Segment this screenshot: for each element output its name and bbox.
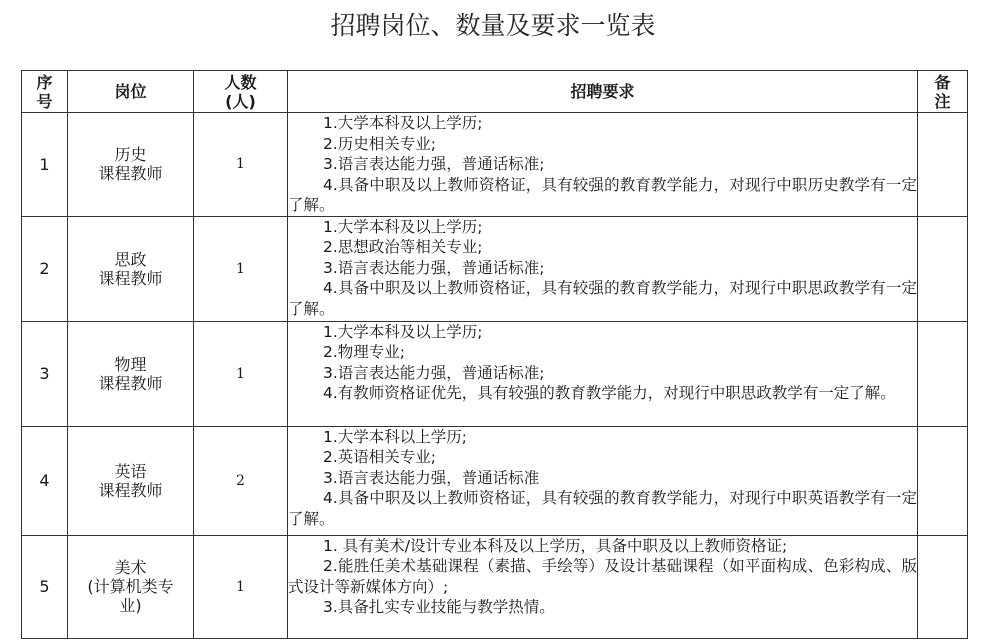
row-seq: 1 (22, 113, 68, 217)
position-line: 课程教师 (98, 373, 163, 393)
requirement-line: 3.具备扎实专业技能与教学热情。 (323, 598, 555, 616)
recruitment-table (21, 70, 968, 639)
header-seq (22, 71, 68, 113)
requirement-line: 1.大学本科及以上学历; (323, 322, 483, 341)
requirement-line: 1.大学本科及以上学历; (323, 114, 483, 132)
row-requirements (288, 321, 918, 426)
row-notes (918, 426, 968, 535)
position-line: 课程教师 (98, 268, 163, 288)
position-line: 业) (119, 596, 142, 615)
table-row (22, 216, 968, 321)
row-requirements (288, 113, 918, 217)
requirement-line: 2.英语相关专业; (323, 448, 437, 466)
row-requirements (288, 535, 918, 638)
position-line: 课程教师 (98, 164, 163, 184)
header-seq-line: 号 (36, 91, 53, 111)
table-row (22, 321, 968, 426)
table-row (22, 535, 968, 638)
requirement-line: 2.物理专业; (323, 343, 406, 361)
header-seq-line: 序 (36, 72, 53, 92)
header-requirements: 招聘要求 (288, 71, 918, 113)
requirement-line: 1.大学本科以上学历; (323, 427, 468, 446)
table-row (22, 113, 968, 217)
row-count: 1 (194, 321, 288, 426)
header-count-line: (人) (225, 91, 256, 111)
row-notes (918, 216, 968, 321)
position-line: 物理 (114, 354, 147, 374)
position-line: (计算机类专 (87, 577, 174, 596)
requirement-line: 3.语言表达能力强，普通话标准; (323, 258, 545, 277)
position-line: 课程教师 (98, 480, 163, 500)
position-line: 历史 (114, 145, 147, 165)
row-count: 2 (194, 426, 288, 535)
position-line: 英语 (114, 461, 147, 481)
header-notes-line: 注 (934, 91, 951, 111)
table-header-row (22, 71, 968, 113)
header-count (194, 71, 288, 113)
requirement-line: 4.具备中职及以上教师资格证，具有较强的教育教学能力，对现行中职英语教学有一定了解。 (288, 489, 917, 528)
row-count: 1 (194, 535, 288, 638)
position-line: 思政 (114, 249, 147, 269)
requirement-line: 2.历史相关专业; (323, 134, 437, 153)
requirement-line: 1.大学本科及以上学历; (323, 217, 483, 236)
requirement-line: 3.语言表达能力强，普通话标准; (323, 155, 545, 173)
row-requirements (288, 216, 918, 321)
row-position (68, 113, 194, 217)
row-count: 1 (194, 113, 288, 217)
requirement-line: 4.具备中职及以上教师资格证，具有较强的教育教学能力，对现行中职历史教学有一定了解。 (288, 175, 917, 214)
row-seq: 3 (22, 321, 68, 426)
requirement-line: 4.有教师资格证优先，具有较强的教育教学能力，对现行中职思政教学有一定了解。 (323, 384, 896, 402)
document-title: 招聘岗位、数量及要求一览表 (330, 11, 656, 40)
row-position (68, 426, 194, 535)
requirement-line: 1. 具有美术/设计专业本科及以上学历，具备中职及以上教师资格证; (323, 536, 788, 555)
requirement-line: 2.思想政治等相关专业; (323, 238, 483, 256)
row-count: 1 (194, 216, 288, 321)
requirement-line: 2.能胜任美术基础课程（素描、手绘等）及设计基础课程（如平面构成、色彩构成、版式设计等新媒体方向）; (288, 557, 917, 596)
row-seq: 5 (22, 535, 68, 638)
requirement-line: 3.语言表达能力强，普通话标准; (323, 363, 545, 382)
requirement-line: 4.具备中职及以上教师资格证，具有较强的教育教学能力，对现行中职思政教学有一定了解。 (288, 279, 917, 318)
requirement-line: 3.语言表达能力强，普通话标准 (323, 468, 540, 487)
row-position (68, 535, 194, 638)
row-position (68, 321, 194, 426)
row-position (68, 216, 194, 321)
row-notes (918, 321, 968, 426)
table-row (22, 426, 968, 535)
row-notes (918, 535, 968, 638)
row-requirements (288, 426, 918, 535)
header-count-line: 人数 (224, 72, 257, 92)
header-position: 岗位 (68, 71, 194, 113)
row-notes (918, 113, 968, 217)
header-notes-line: 备 (934, 72, 951, 92)
header-notes (918, 71, 968, 113)
position-line: 美术 (114, 558, 147, 577)
row-seq: 2 (22, 216, 68, 321)
row-seq: 4 (22, 426, 68, 535)
